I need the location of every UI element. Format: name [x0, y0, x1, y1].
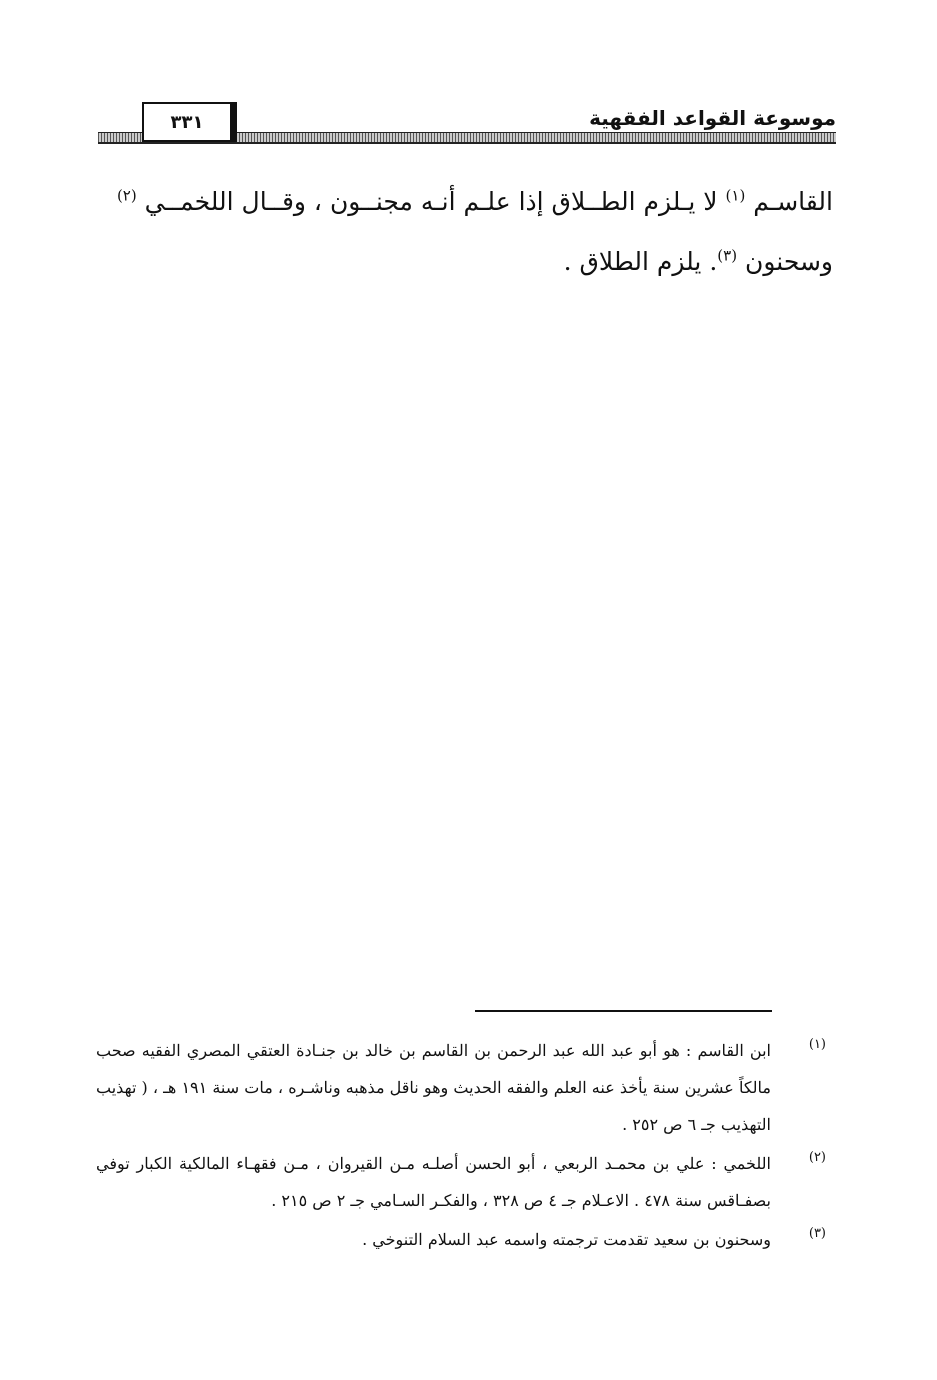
footnote-ref-2[interactable]: (٢) [116, 186, 137, 205]
footnotes [96, 1032, 836, 1260]
footnote-2 [96, 1145, 836, 1219]
body-text-segment: القاسـم [753, 187, 833, 216]
footnote-text: وسحنون بن سعيد تقدمت ترجمته واسمه عبد السلام التنوخي . [362, 1230, 771, 1249]
footnote-text: ابن القاسم : هو أبو عبد الله عبد الرحمن بن القاسم بن خالد بن جنـادة العتقي المصري الفقيه صحب مالكاً عشرين سنة يأخذ عنه العلم والفقه الحديث وهو ناقل مذهبه وناشـره ، مات سنة ١٩١ هـ ، ( تهذيب التهذيب جـ ٦ ص ٢٥٢ . [96, 1041, 772, 1134]
body-text-segment: . يلزم الطلاق . [563, 247, 718, 276]
body-line-1 [98, 172, 833, 232]
footnote-marker: (٣) [808, 1226, 826, 1241]
main-text [98, 172, 833, 292]
body-line-2 [98, 232, 833, 292]
footnote-marker: (٢) [808, 1150, 826, 1165]
footnote-text: اللخمي : علي بن محمـد الربعي ، أبو الحسن أصلـه مـن القيروان ، مـن فقهـاء المالكية الكبار توفي بصفـاقس سنة ٤٧٨ . الاعـلام جـ ٤ ص ٣٢٨ ، والفكـر السـامي جـ ٢ ص ٢١٥ . [96, 1154, 771, 1210]
page-number: ٣٣١ [142, 102, 237, 142]
footnote-1 [96, 1032, 836, 1143]
page-header [98, 98, 836, 148]
body-text-segment: وسحنون [745, 247, 833, 276]
footnote-separator [475, 1010, 772, 1012]
footnote-3 [96, 1221, 836, 1258]
book-title: موسوعة القواعد الفقهية [589, 106, 836, 130]
footnote-marker: (١) [808, 1037, 826, 1052]
footnote-ref-3[interactable]: (٣) [717, 246, 738, 265]
footnote-ref-1[interactable]: (١) [725, 186, 746, 205]
body-text-segment: لا يـلزم الطــلاق إذا علـم أنـه مجنــون ، وقــال اللخمــي [144, 187, 718, 216]
